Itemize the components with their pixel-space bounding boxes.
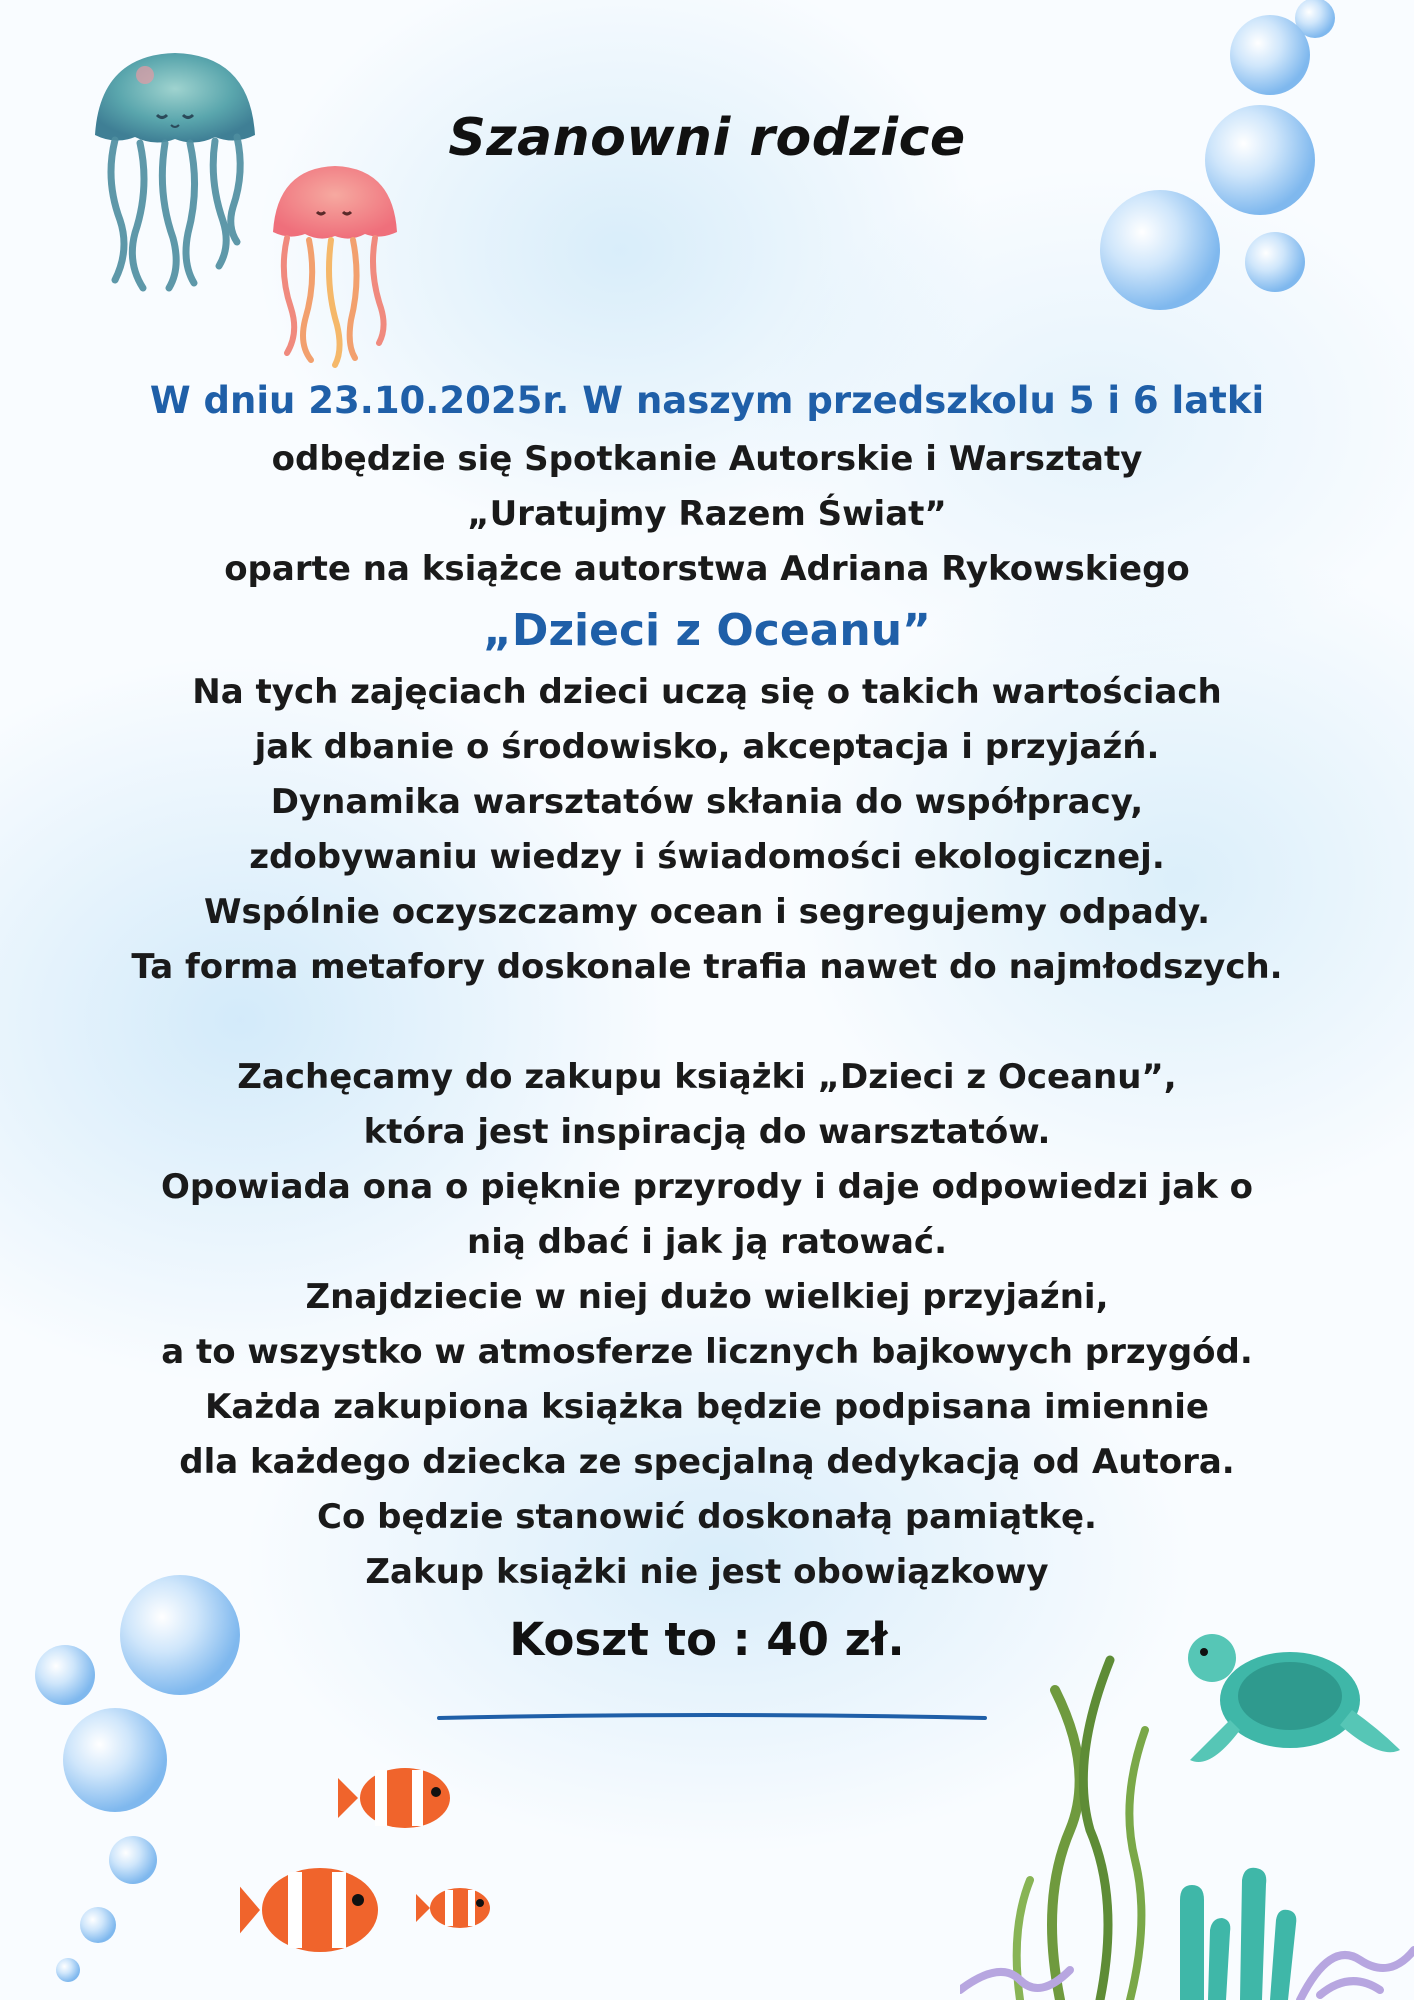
- book-title: „Dzieci z Oceanu”: [483, 605, 931, 656]
- workshop-line: jak dbanie o środowisko, akceptacja i przyjaźń.: [254, 727, 1160, 767]
- clownfish-3: [416, 1888, 490, 1928]
- intro-line: oparte na książce autorstwa Adriana Rykowskiego: [224, 549, 1190, 589]
- purchase-line: nią dbać i jak ją ratować.: [467, 1222, 947, 1262]
- purchase-line: Znajdziecie w niej dużo wielkiej przyjaźni,: [305, 1277, 1109, 1317]
- pink-jellyfish-illustration: [265, 160, 405, 370]
- page-title: Szanowni rodzice: [448, 108, 966, 168]
- workshop-line: Ta forma metafory doskonale trafia nawet do najmłodszych.: [131, 947, 1283, 987]
- purchase-line: Każda zakupiona książka będzie podpisana imiennie: [205, 1387, 1209, 1427]
- purchase-line: Zakup książki nie jest obowiązkowy: [365, 1552, 1049, 1592]
- paragraph-spacer: [70, 995, 1344, 1050]
- event-date-headline: W dniu 23.10.2025r. W naszym przedszkolu 5 i 6 latki: [149, 379, 1265, 422]
- clownfish-2: [240, 1868, 378, 1952]
- workshop-line: Dynamika warsztatów skłania do współpracy,: [270, 782, 1144, 822]
- workshop-line: zdobywaniu wiedzy i świadomości ekologicznej.: [249, 837, 1165, 877]
- workshop-line: Na tych zajęciach dzieci uczą się o takich wartościach: [192, 672, 1222, 712]
- teal-jellyfish-illustration: [85, 45, 265, 305]
- decorative-underline: [437, 1712, 987, 1722]
- intro-line: „Uratujmy Razem Świat”: [467, 494, 947, 534]
- clownfish-group-illustration: [240, 1740, 520, 2000]
- clownfish-1: [338, 1768, 450, 1828]
- purchase-line: Co będzie stanowić doskonałą pamiątkę.: [317, 1497, 1097, 1537]
- purchase-line: która jest inspiracją do warsztatów.: [363, 1112, 1051, 1152]
- price-text: Koszt to : 40 zł.: [509, 1613, 905, 1666]
- purchase-line: Opowiada ona o pięknie przyrody i daje odpowiedzi jak o: [160, 1167, 1254, 1207]
- purchase-line: Zachęcamy do zakupu książki „Dzieci z Oceanu”,: [237, 1057, 1177, 1097]
- purchase-line: dla każdego dziecka ze specjalną dedykacją od Autora.: [179, 1442, 1235, 1482]
- intro-line: odbędzie się Spotkanie Autorskie i Warsztaty: [271, 439, 1143, 479]
- workshop-line: Wspólnie oczyszczamy ocean i segregujemy odpady.: [203, 892, 1211, 932]
- announcement-body: [70, 370, 1344, 1680]
- purchase-line: a to wszystko w atmosferze licznych bajkowych przygód.: [161, 1332, 1253, 1372]
